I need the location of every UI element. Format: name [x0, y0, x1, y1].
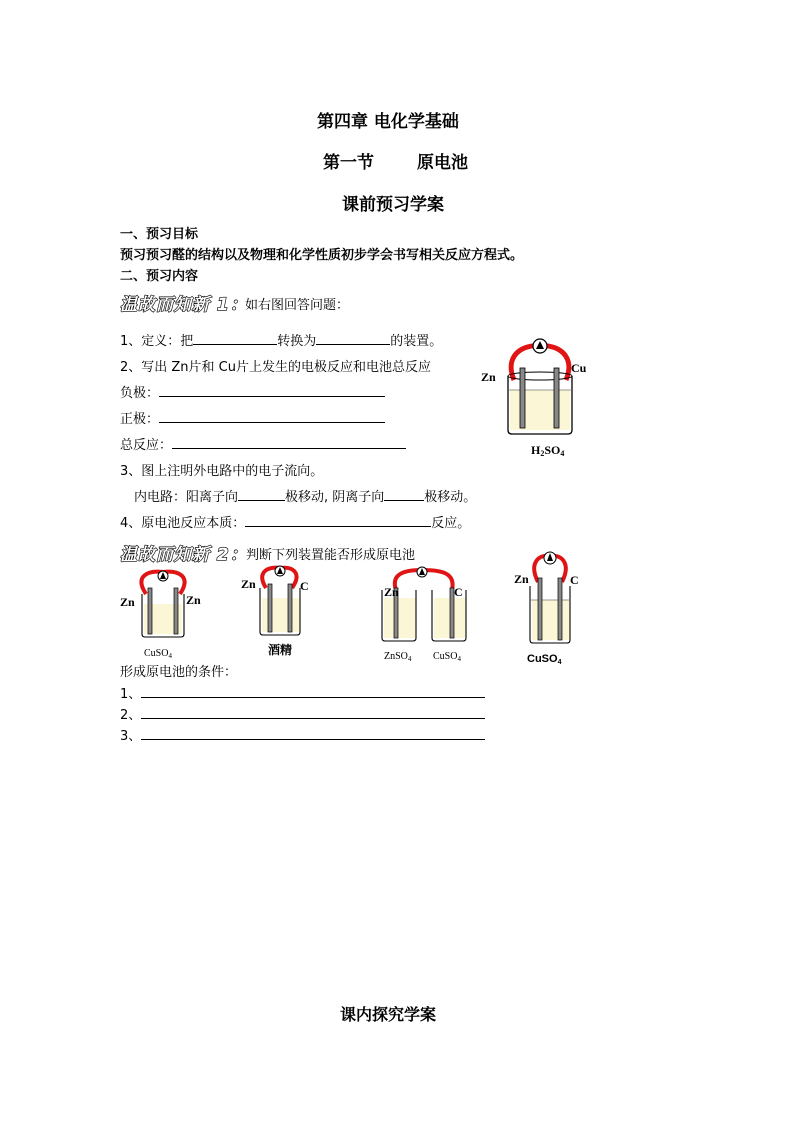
- svg-text:ZnSO4: ZnSO$_4$: [384, 651, 412, 663]
- positive-label: 正极：: [120, 412, 160, 427]
- section-name: 原电池: [417, 153, 468, 173]
- q1-blank-2[interactable]: [316, 332, 390, 345]
- q1-mid: 转换为: [277, 334, 317, 349]
- review1-prompt: 如右图回答问题：: [245, 298, 350, 313]
- galvanic-cell-figure: [478, 336, 598, 462]
- q4-label: 4、原电池反应本质：: [120, 516, 246, 531]
- condition-3: [120, 725, 485, 744]
- q4-blank[interactable]: [245, 514, 431, 527]
- negative-label: 负极：: [120, 386, 160, 401]
- device-3-figure: [380, 562, 476, 666]
- inner-end: 极移动。: [424, 490, 477, 505]
- negative-electrode-line: [120, 382, 385, 401]
- negative-blank[interactable]: [159, 384, 385, 397]
- condition-blank[interactable]: [141, 685, 485, 698]
- svg-text:CuSO4: CuSO$_4$: [433, 651, 461, 663]
- review2-prompt: 判断下列装置能否形成原电池: [246, 548, 416, 563]
- anion-blank[interactable]: [384, 488, 424, 501]
- svg-text:Zn: Zn: [241, 577, 256, 591]
- part1-goal: 预习预习醛的结构以及物理和化学性质初步学会书写相关反应方程式。: [120, 248, 524, 263]
- inner-circuit-line: [134, 486, 476, 505]
- svg-text:酒精: 酒精: [268, 643, 293, 657]
- chapter-title: 第四章 电化学基础: [317, 112, 459, 132]
- cu-label: Cu: [571, 361, 587, 375]
- device-1-figure: [118, 568, 208, 662]
- positive-blank[interactable]: [159, 410, 385, 423]
- liquid: [510, 390, 570, 430]
- part2-heading: 二、预习内容: [120, 269, 199, 284]
- condition-2: [120, 704, 485, 723]
- conditions-label: 形成原电池的条件：: [120, 665, 238, 680]
- q3-text: 3、图上注明外电路中的电子流向。: [120, 464, 324, 479]
- inner-label: 内电路：阳离子向: [134, 490, 239, 505]
- condition-number: 2、: [120, 708, 142, 723]
- condition-blank[interactable]: [141, 706, 485, 719]
- svg-text:C: C: [300, 579, 309, 593]
- q4-end: 反应。: [431, 516, 471, 531]
- q2-text: 2、写出 Zn片和 Cu片上发生的电极反应和电池总反应: [120, 360, 431, 375]
- svg-text:CuSO4: CuSO4: [527, 653, 562, 666]
- inner-mid: 极移动, 阴离子向: [285, 490, 385, 505]
- svg-text:C: C: [454, 585, 463, 599]
- device-2-figure: [238, 562, 318, 662]
- inclass-title: 课内探究学案: [340, 1005, 437, 1024]
- svg-text:C: C: [570, 573, 579, 587]
- zn-electrode: [520, 368, 525, 428]
- svg-text:Zn: Zn: [384, 585, 399, 599]
- q1-label: 1、定义：把: [120, 334, 194, 349]
- zn-label: Zn: [481, 370, 496, 384]
- svg-text:Zn: Zn: [514, 572, 529, 586]
- condition-number: 3、: [120, 729, 142, 744]
- q4-line: [120, 512, 470, 531]
- total-blank[interactable]: [172, 436, 406, 449]
- cation-blank[interactable]: [238, 488, 285, 501]
- svg-text:CuSO4: CuSO$_4$: [144, 648, 172, 660]
- total-reaction-line: [120, 434, 406, 453]
- review1-badge: 温故而知新 1：: [120, 295, 248, 315]
- cu-electrode: [554, 368, 559, 428]
- preview-title: 课前预习学案: [342, 195, 444, 215]
- condition-1: [120, 683, 485, 702]
- h2so4-label: H2SO4: [531, 443, 565, 458]
- section-number: 第一节: [323, 153, 374, 173]
- total-label: 总反应：: [120, 438, 173, 453]
- svg-text:Zn: Zn: [186, 593, 201, 607]
- svg-text:Zn: Zn: [120, 595, 135, 609]
- q1-end: 的装置。: [390, 334, 443, 349]
- q1-blank-1[interactable]: [193, 332, 277, 345]
- condition-number: 1、: [120, 687, 142, 702]
- condition-blank[interactable]: [141, 727, 485, 740]
- part1-heading: 一、预习目标: [120, 227, 199, 242]
- device-4-figure: [510, 548, 600, 670]
- positive-electrode-line: [120, 408, 385, 427]
- q1-line: [120, 330, 442, 349]
- review2-badge: 温故而知新 2：: [120, 545, 248, 565]
